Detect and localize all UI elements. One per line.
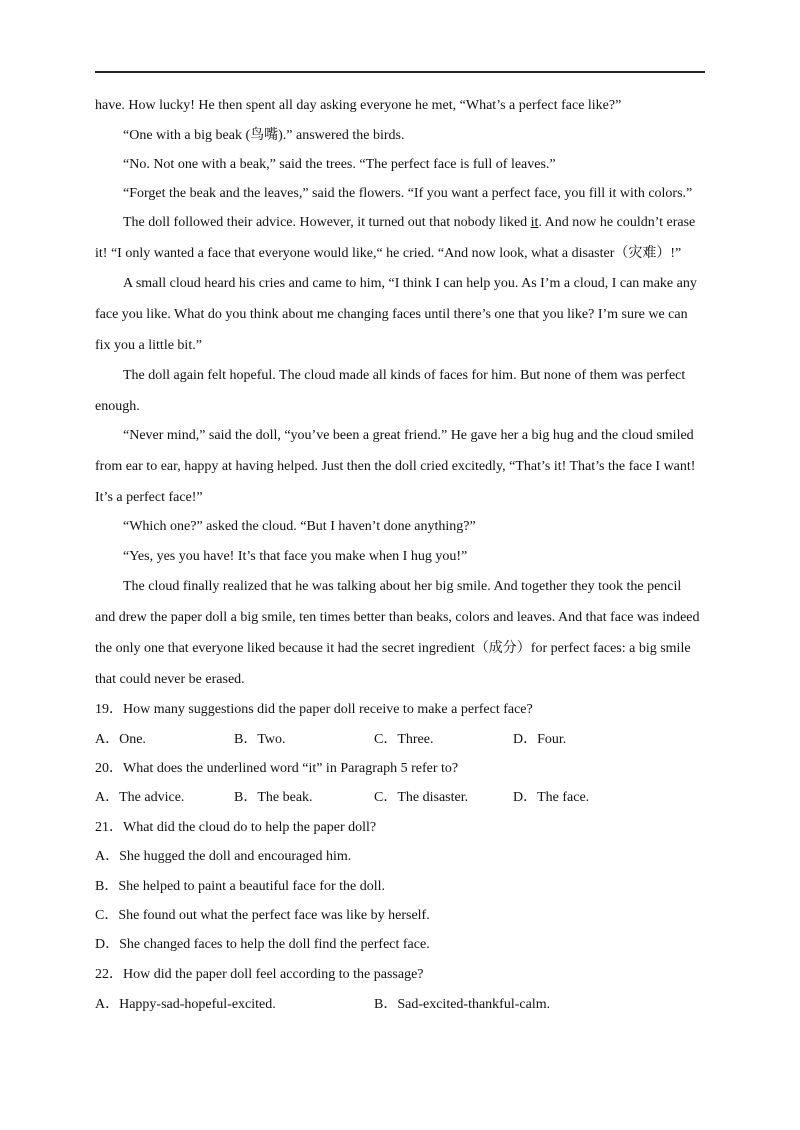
passage-line: “Forget the beak and the leaves,” said the flowers. “If you want a perfect face, you fill it with colors.” [123, 186, 693, 201]
passage-line: the only one that everyone liked because it had the secret ingredient（成分）for perfect faces: a big smile [95, 641, 691, 656]
option-a: A．One. [95, 732, 146, 747]
passage-line: from ear to ear, happy at having helped. Just then the doll cried excitedly, “That’s it! That’s the face I want! [95, 459, 696, 474]
passage-line: The cloud finally realized that he was talking about her big smile. And together they took the pencil [123, 579, 682, 594]
passage-line: “Which one?” asked the cloud. “But I haven’t done anything?” [123, 519, 476, 534]
option-b: B．Two. [234, 732, 286, 747]
passage-line: and drew the paper doll a big smile, ten times better than beaks, colors and leaves. And that face was indeed [95, 610, 700, 625]
option-d: D．Four. [513, 732, 567, 747]
option-a: A．She hugged the doll and encouraged him. [95, 849, 352, 864]
option-c: C．Three. [374, 732, 434, 747]
option-a: A．The advice. [95, 790, 185, 805]
passage-line: fix you a little bit.” [95, 338, 202, 353]
option-d: D．The face. [513, 790, 590, 805]
passage-line: The doll again felt hopeful. The cloud made all kinds of faces for him. But none of them was perfect [123, 368, 686, 383]
passage-line: “Never mind,” said the doll, “you’ve been a great friend.” He gave her a big hug and the cloud smiled [123, 428, 694, 443]
passage-text: The doll followed their advice. However, it turned out that nobody liked [123, 215, 531, 230]
option-c: C．The disaster. [374, 790, 469, 805]
passage-line: A small cloud heard his cries and came to him, “I think I can help you. As I’m a cloud, I can make any [123, 276, 697, 291]
passage-line: It’s a perfect face!” [95, 490, 203, 505]
question-stem: 21．What did the cloud do to help the paper doll? [95, 820, 377, 835]
question-stem: 19．How many suggestions did the paper doll receive to make a perfect face? [95, 702, 533, 717]
passage-line: enough. [95, 399, 140, 414]
underlined-word: it [530, 215, 539, 230]
passage-line: “Yes, yes you have! It’s that face you make when I hug you!” [123, 549, 468, 564]
header-rule [95, 71, 705, 73]
option-b: B．Sad-excited-thankful-calm. [374, 997, 551, 1012]
passage-line: that could never be erased. [95, 672, 245, 687]
question-stem: 20．What does the underlined word “it” in Paragraph 5 refer to? [95, 761, 459, 776]
passage-line: “One with a big beak (鸟嘴).” answered the birds. [123, 128, 405, 143]
question-stem: 22．How did the paper doll feel according to the passage? [95, 967, 424, 982]
option-d: D．She changed faces to help the doll find the perfect face. [95, 937, 430, 952]
passage-line: “No. Not one with a beak,” said the trees. “The perfect face is full of leaves.” [123, 157, 556, 172]
passage-text: . And now he couldn’t erase [538, 215, 696, 230]
passage-line [123, 214, 695, 232]
passage-line: have. How lucky! He then spent all day asking everyone he met, “What’s a perfect face like?” [95, 98, 622, 113]
option-b: B．The beak. [234, 790, 313, 805]
option-c: C．She found out what the perfect face was like by herself. [95, 908, 430, 923]
option-a: A．Happy-sad-hopeful-excited. [95, 997, 276, 1012]
passage-line: face you like. What do you think about me changing faces until there’s one that you like? I’m sure we can [95, 307, 688, 322]
passage-line: it! “I only wanted a face that everyone would like,“ he cried. “And now look, what a disaster（灾难）!” [95, 246, 682, 261]
option-b: B．She helped to paint a beautiful face for the doll. [95, 879, 386, 894]
